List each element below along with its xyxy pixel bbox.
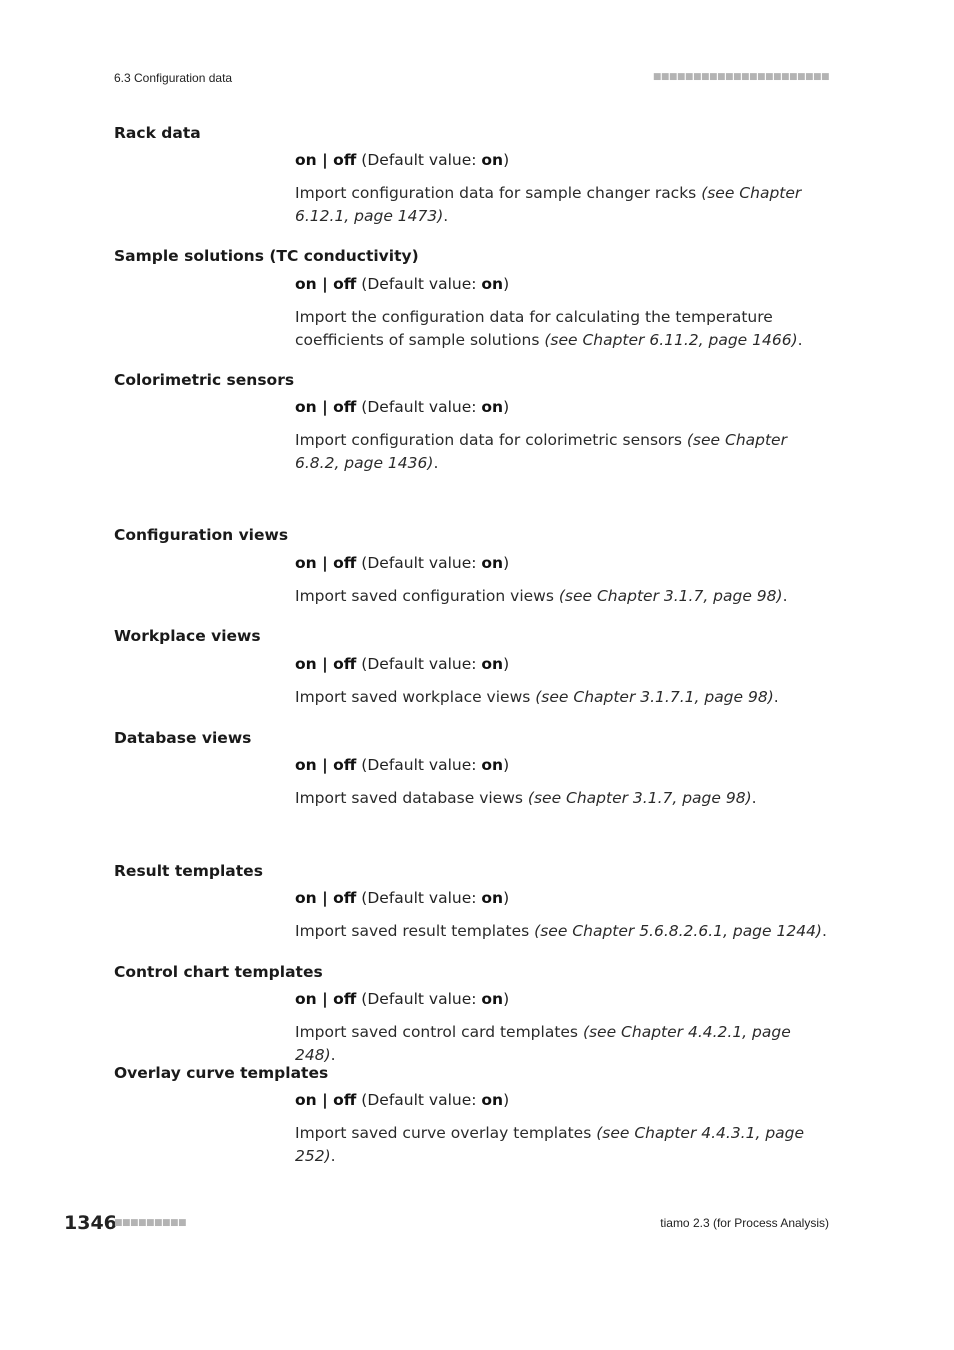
param-close: ) (503, 756, 510, 774)
param-close: ) (503, 889, 510, 907)
param-off: off (333, 990, 357, 1008)
desc-colorimetric-sensors (295, 429, 830, 475)
desc-text: Import configuration data for colorimetric sensors (295, 431, 687, 449)
param-close: ) (503, 1091, 510, 1109)
desc-end: . (797, 331, 803, 349)
param-default-prefix: (Default value: (356, 398, 482, 416)
footer-product-name: tiamo 2.3 (for Process Analysis) (660, 1216, 829, 1230)
param-configuration-views (295, 554, 509, 572)
chapter-reference: (see Chapter 3.1.7, page 98) (558, 587, 783, 605)
param-default-value: on (481, 889, 504, 907)
param-default-value: on (481, 151, 504, 169)
section-title-sample-solutions: Sample solutions (TC conductivity) (114, 247, 419, 265)
desc-end: . (751, 789, 757, 807)
desc-end: . (821, 922, 827, 940)
param-sep: | (316, 275, 334, 293)
param-off: off (333, 275, 357, 293)
param-sep: | (316, 889, 334, 907)
param-default-prefix: (Default value: (356, 889, 482, 907)
desc-overlay-curve-templates (295, 1122, 830, 1168)
chapter-reference: (see Chapter 6.11.2, page 1466) (544, 331, 798, 349)
param-sep: | (316, 1091, 334, 1109)
param-close: ) (503, 990, 510, 1008)
param-default-value: on (481, 1091, 504, 1109)
desc-text: Import saved curve overlay templates (295, 1124, 597, 1142)
desc-rack-data (295, 182, 830, 228)
desc-text: Import saved workplace views (295, 688, 536, 706)
desc-end: . (330, 1147, 336, 1165)
section-title-configuration-views: Configuration views (114, 526, 289, 544)
chapter-reference: (see Chapter 4.4.3.1, page 252) (295, 1124, 805, 1165)
param-rack-data (295, 151, 509, 169)
desc-end: . (773, 688, 779, 706)
param-sep: | (316, 151, 334, 169)
chapter-reference: (see Chapter 5.6.8.2.6.1, page 1244) (534, 922, 822, 940)
param-default-prefix: (Default value: (356, 275, 482, 293)
desc-configuration-views (295, 585, 830, 608)
param-default-prefix: (Default value: (356, 554, 482, 572)
desc-text: Import saved configuration views (295, 587, 559, 605)
param-default-value: on (481, 275, 504, 293)
desc-database-views (295, 787, 830, 810)
param-sep: | (316, 990, 334, 1008)
param-off: off (333, 655, 357, 673)
desc-text: Import saved control card templates (295, 1023, 583, 1041)
param-on: on (295, 1091, 317, 1109)
param-sep: | (316, 756, 334, 774)
param-close: ) (503, 554, 510, 572)
param-default-prefix: (Default value: (356, 151, 482, 169)
param-default-value: on (481, 554, 504, 572)
param-close: ) (503, 275, 510, 293)
param-off: off (333, 756, 357, 774)
footer-decoration-dots: ■■■■■■■■■ (114, 1218, 187, 1228)
param-on: on (295, 655, 317, 673)
section-title-overlay-curve-templates: Overlay curve templates (114, 1064, 329, 1082)
desc-end: . (443, 207, 449, 225)
param-off: off (333, 398, 357, 416)
section-title-result-templates: Result templates (114, 862, 263, 880)
param-workplace-views (295, 655, 509, 673)
desc-text: Import saved result templates (295, 922, 535, 940)
param-on: on (295, 398, 317, 416)
param-close: ) (503, 151, 510, 169)
param-default-prefix: (Default value: (356, 655, 482, 673)
param-on: on (295, 889, 317, 907)
param-default-value: on (481, 398, 504, 416)
param-on: on (295, 990, 317, 1008)
desc-end: . (330, 1046, 336, 1064)
desc-text: Import the configuration data for calculating the temperature coefficients of sample solutions (295, 308, 773, 349)
desc-text: Import saved database views (295, 789, 528, 807)
param-close: ) (503, 398, 510, 416)
chapter-reference: (see Chapter 3.1.7, page 98) (527, 789, 752, 807)
running-header-section: 6.3 Configuration data (114, 71, 233, 85)
chapter-reference: (see Chapter 6.8.2, page 1436) (295, 431, 787, 472)
section-title-database-views: Database views (114, 729, 252, 747)
desc-control-chart-templates (295, 1021, 830, 1067)
desc-end: . (782, 587, 788, 605)
param-off: off (333, 889, 357, 907)
desc-text: Import configuration data for sample changer racks (295, 184, 702, 202)
param-on: on (295, 151, 317, 169)
param-default-prefix: (Default value: (356, 1091, 482, 1109)
desc-sample-solutions (295, 306, 830, 352)
section-title-colorimetric-sensors: Colorimetric sensors (114, 371, 295, 389)
page-number: 1346 (64, 1212, 117, 1234)
param-default-prefix: (Default value: (356, 756, 482, 774)
chapter-reference: (see Chapter 6.12.1, page 1473) (295, 184, 802, 225)
chapter-reference: (see Chapter 4.4.2.1, page 248) (295, 1023, 791, 1064)
section-title-control-chart-templates: Control chart templates (114, 963, 323, 981)
param-off: off (333, 554, 357, 572)
param-sep: | (316, 398, 334, 416)
param-on: on (295, 756, 317, 774)
param-sample-solutions (295, 275, 509, 293)
chapter-reference: (see Chapter 3.1.7.1, page 98) (535, 688, 774, 706)
param-on: on (295, 275, 317, 293)
param-control-chart-templates (295, 990, 509, 1008)
desc-workplace-views (295, 686, 830, 709)
param-off: off (333, 1091, 357, 1109)
section-title-workplace-views: Workplace views (114, 627, 261, 645)
param-sep: | (316, 554, 334, 572)
param-colorimetric-sensors (295, 398, 509, 416)
section-title-rack-data: Rack data (114, 124, 201, 142)
param-close: ) (503, 655, 510, 673)
param-database-views (295, 756, 509, 774)
param-default-value: on (481, 990, 504, 1008)
param-default-value: on (481, 655, 504, 673)
desc-end: . (433, 454, 439, 472)
param-sep: | (316, 655, 334, 673)
desc-result-templates (295, 920, 830, 943)
header-decoration-dots: ■■■■■■■■■■■■■■■■■■■■■■ (652, 72, 829, 82)
param-default-prefix: (Default value: (356, 990, 482, 1008)
param-overlay-curve-templates (295, 1091, 509, 1109)
param-result-templates (295, 889, 509, 907)
param-default-value: on (481, 756, 504, 774)
param-off: off (333, 151, 357, 169)
param-on: on (295, 554, 317, 572)
